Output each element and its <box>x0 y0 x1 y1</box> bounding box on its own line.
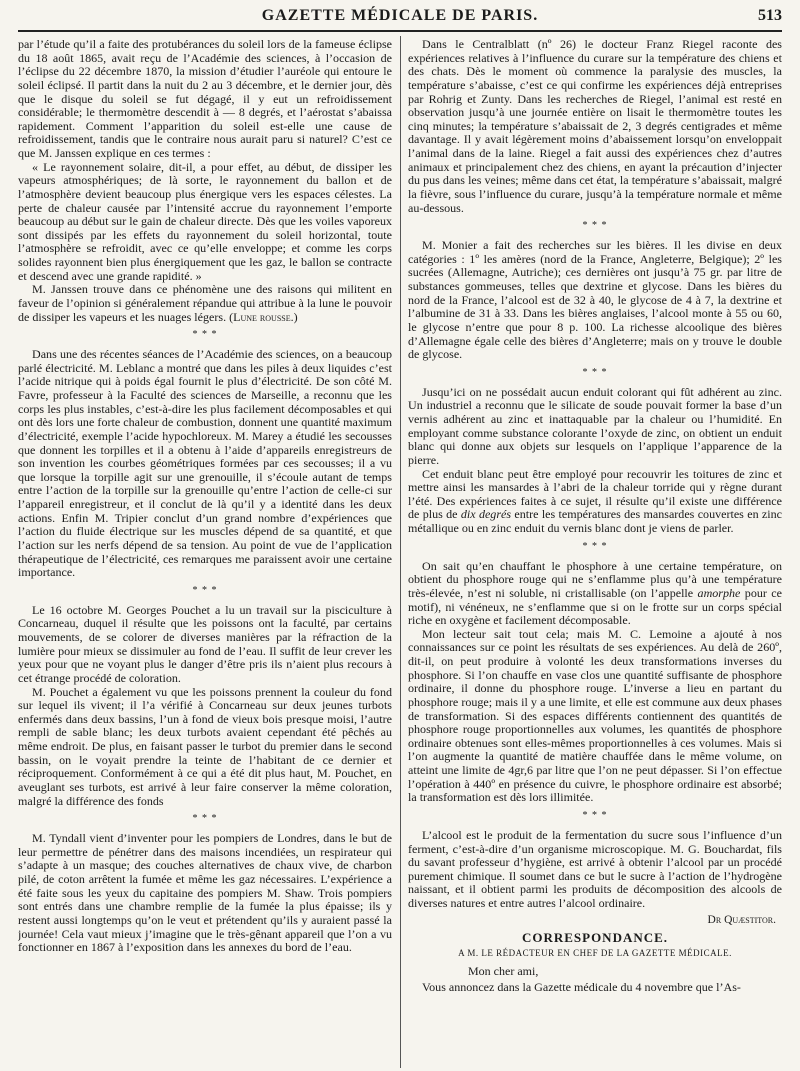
paragraph-bouchardat-alcohol: L’alcool est le produit de la fermentation du sucre sous l’influence d’un ferment, c’est-à-dire d’un organisme microscopique. M. G. Bouchardat, fils du savant professeur d’hygiène, est arrivé à obtenir l’alcool par un procédé purement chimique. Il soumet dans ce but le sucre à l’action de l’hydrogène naissant, et il obtient parmi les produits de décomposition des alcools de diverses natures et entre autres l’alcool ordinaire. <box>408 827 782 910</box>
paragraph-letter-opening: Vous annoncez dans la Gazette médicale du 4 novembre que l’As- <box>422 980 741 995</box>
text-run: On sait qu’en chauffant le phosphore à une certaine température, on obtient du phosphore rouge qui ne s’enflamme plus qu’à une température très-élevée, n’est ni soluble, ni cristallisable (on l’appelle <box>408 558 782 600</box>
text-run: Cet enduit blanc peut être employé pour recouvrir les toitures de zinc et mettre ainsi les mansardes à l’abri de la chaleur torride qui y règne durant l’été. Des expériences faites à ce sujet, il résulte qu’il existe une différence de plus de <box>408 466 782 522</box>
paragraph-lemoine: Mon lecteur sait tout cela; mais M. C. Lemoine a ajouté à nos connaissances sur ce point les résultats de ses expériences. Au delà de 260º, dit-il, on peut produire à volonté les deux transformations inverses du phosphore. Si l’on chauffe en vase clos une quantité suffisante de phosphore ordinaire, il donne du phosphore rouge. L’inverse a lieu en partant du phosphore rouge; mais il y a une limite, et elle est commune aux deux phases de transformation. Si des espaces différents contiennent des quantités de phosphore rouge proportionnelles aux volumes, les quantités de phosphore ordinaire obtenues sont elles-mêmes proportionnelles à ces volumes. Mais si l’on augmente la quantité de matière chauffée dans le même volume, on atteint une limite de 4gr,6 par litre que l’on ne peut dépasser. Si l’on effectue l’opération à 440º en présence du cuivre, le phosphore ordinaire est absorbé; la transformation est dès lors illimitée. <box>408 626 782 805</box>
section-separator: * * * <box>582 540 608 552</box>
paragraph-monier-beers: M. Monier a fait des recherches sur les bières. Il les divise en deux catégories : 1º les amères (nord de la France, Angleterre, Belgique); 2º les sucrées (Allemagne, Autriche); ces dernières ont jusqu’à 75 gr. par litre de substances gommeuses, telles que dextrine et glycose. Dans les bières du nord de la France, l’alcool est de 32 à 40, le glycose de 4 à 7, la dextrine et l’albumine de 31 à 33. Dans les bières anglaises, l’alcool monte à 55 ou 60, le glycose n’entre que pour 8 p. 100. La richesse alcoolique des bières d’Allemagne égale celle des bières d’Angleterre; mais on y trouve le double de glycose. <box>408 238 782 362</box>
text-run: entre les températures des mansardes couvertes en zinc métallique ou en zinc enduit du vernis blanc dont je viens de parler. <box>408 507 782 535</box>
paragraph-pouchet-fish: Le 16 octobre M. Georges Pouchet a lu un travail sur la pisciculture à Concarneau, duquel il résulte que les poissons ont la faculté, par certains mouvements, de se colorer de diverses manières par la réfraction de la lumière pour mieux se dissimuler au fond de l’eau. Il suffit de leur crever les yeux pour que ne voyant plus le danger d’être pris ils n’aient plus recours à cet étrange procédé de coloration. <box>18 602 392 685</box>
paragraph-electricity: Dans une des récentes séances de l’Académie des sciences, on a beaucoup parlé électricité. M. Leblanc a montré que dans les piles à deux liquides c’est l’acide nitrique qui à poids égal fournit le plus d’électricité. De son côté M. Favre, professeur à la Faculté des sciences de Marseille, a reconnu que les corps les plus instables, c’est-à-dire les plus facilement décomposables et qui ont dès lors une forte chaleur de combustion, donnent une quantité maximum d’électricité, exemple l’acide hypochloreux. M. Marey a étudié les secousses que donnent les torpilles et il a obtenu à l’aide d’appareils enregistreurs de son invention les courbes géométriques formées par ces secousses; il a vu que lorsque la torpille agit sur une grenouille, il s’écoule autant de temps entre l’action de la torpille sur la grenouille qu’entre l’action de celle-ci sur l’appareil enregistreur, et il conclut de là qu’il y a identité dans les deux actions. Enfin M. Tripier conclut d’un grand nombre d’expériences que l’action du fluide électrique sur les muscles dépend de sa quantité, et que l’action sur les nerfs dépend de sa tension. Au point de vue de l’application thérapeutique de l’électricité, ces remarques me paraissent avoir une certaine importance. <box>18 347 392 580</box>
section-separator: * * * <box>192 813 218 825</box>
italic-run: amorphe <box>697 585 741 600</box>
left-column <box>18 38 392 1068</box>
paragraph-pouchet-turbots: M. Pouchet a également vu que les poissons prennent la couleur du fond sur lequel ils vivent; il l’a vérifié à Concarneau sur deux jeunes turbots enfermés dans deux bassins, l’un à fond de vieux bois presque moisi, l’autre rempli de sable blanc; les deux turbots avaient cependant été pêchés au même endroit. De plus, en faisant passer le turbot du premier dans le second bassin, on le voyait prendre la teinte de l’habitant de ce dernier et réciproquement. Conformément à ce qui a été dit plus haut, M. Pouchet, en aveuglant ses turbots, est arrivé à leur faire conserver la même coloration, malgré la différence des fonds <box>18 684 392 808</box>
section-separator: * * * <box>192 584 218 596</box>
correspondence-heading: CORRESPONDANCE. <box>521 930 669 946</box>
paragraph-phosphorus <box>408 560 782 628</box>
page-number: 513 <box>758 7 782 24</box>
paragraph-janssen-eclipse: par l’étude qu’il a faite des protubérances du soleil lors de la fameuse éclipse du 18 août 1865, avait reçu de l’Académie des sciences, à l’occasion de l’éclipse du 22 décembre 1870, la mission d’étudier l’auréole qui entoure le soleil éclipsé. Il partit dans la nuit du 2 au 3 décembre, et le dernier jour, dès que le disque du soleil se fut dégagé, il y eut un refroidissement considérable; le thermomètre descendit à — 8 degrés, et l’aérostat s’abaissa rapidement. Comment l’apparition du soleil est-elle une cause de refroidissement, tandis que le contraire nous aurait paru si naturel? C’est ce que M. Janssen explique en ces termes : <box>18 38 392 160</box>
text-run: pour ce motif), ni vénéneux, ne s’enflamme que si on le frotte sur un corps spécial riche en oxygène et facilement décomposable. <box>408 585 782 628</box>
paragraph-janssen-moon <box>18 283 392 324</box>
paragraph-janssen-quote: « Le rayonnement solaire, dit-il, a pour effet, au début, de dissiper les vapeurs atmosphériques; de là sorte, le rayonnement du ballon et de l’atmosphère devient beaucoup plus énergique vers les espaces célestes. La perte de chaleur causée par l’intensité accrue du rayonnement l’emporte beaucoup au début sur le gain de chaleur directe. Dès que les voiles vaporeux sont dissipés par les effets du rayonnement du soleil horizontal, toute l’atmosphère se refroidit, avec ce qu’elle enveloppe; et comme les corps solides rayonnent bien plus énergiquement que les gaz, le ballon se contracte et descend avec une grande rapidité. » <box>18 159 392 283</box>
italic-run: dix degrés <box>460 507 512 522</box>
section-separator: * * * <box>192 329 218 341</box>
section-separator: * * * <box>582 366 608 378</box>
section-separator: * * * <box>582 220 608 232</box>
correspondence-addressee: A M. LE RÉDACTEUR EN CHEF DE LA GAZETTE MÉDICALE. <box>458 947 732 958</box>
paragraph-zinc-coating: Jusqu’ici on ne possédait aucun enduit colorant qui fût adhérent au zinc. Un industriel a reconnu que le silicate de soude pouvait former la base d’un vernis adhérent au zinc et inattaquable par la chaleur ou l’humidité. En employant comme substance colorante l’oxyde de zinc, on obtient un enduit blanc qui donne aux objets sur lesquels on l’applique l’apparence de la pierre. <box>408 384 782 467</box>
journal-title: GAZETTE MÉDICALE DE PARIS. <box>261 7 539 24</box>
section-separator: * * * <box>582 809 608 821</box>
letter-greeting: Mon cher ami, <box>468 963 539 978</box>
column-divider <box>400 36 401 1068</box>
page-header <box>18 4 782 32</box>
author-signature: Dr Quæstitor. <box>707 913 776 926</box>
paragraph-zinc-roofs <box>408 468 782 536</box>
paragraph-tyndall-respirator: M. Tyndall vient d’inventer pour les pompiers de Londres, dans le but de leur permettre de pénétrer dans des maisons incendiées, un respirateur qui s’adapte à un masque; des couches alternatives de chaux vive, de charbon pilé, de coton arrêtent la fumée et même les gaz nécessaires. L’expérience a été faite sous les yeux du capitaine des pompiers M. Shaw. Trois pompiers sont entrés dans une chambre remplie de la fumée la plus épaisse; ils y restent aussi longtemps qu’on le veut et prétendent qu’ils y auraient passé la journée! Cela vaut mieux j’imagine que le très-gênant appareil que l’on a vu fonctionner en 1867 à l’exposition dans les annexes du bord de l’eau. <box>18 831 392 955</box>
paragraph-riegel-curare: Dans le Centralblatt (nº 26) le docteur Franz Riegel raconte des expériences relatives à l’influence du curare sur la température des chiens et des chats. Dès le moment où commence la paralysie des muscles, la température s’abaisse, c’est ce qui confirme les expériences déjà entreprises par Rohrig et Zunty. Dans les recherches de Riegel, l’animal est resté en observation jusqu’à une journée entière on lisait le thermomètre toutes les cinq minutes; la température s’abaissait de 2, 3 degrés centigrades et même davantage. Il y avait légèrement moins d’abaissement lorsqu’on enveloppait l’animal dans de la laine. Riegel a fait aussi des expériences chez d’autres animaux et principalement chez des chiens, en ayant la précaution d’injecter du pus dans les veines; même dans cet état, la température s’abaissait, malgré la fièvre, sous l’influence du curare, jusqu’à la température normale et même au-dessous. <box>408 38 782 215</box>
source-citation: (Lune rousse.) <box>229 309 298 324</box>
paragraph-janssen-moon-text: M. Janssen trouve dans ce phénomène une des raisons qui militent en faveur de l’opinion si généralement répandue qui attribue à la lune le pouvoir de dissiper les vapeurs et les nuages légers. <box>18 282 392 324</box>
right-column <box>408 38 782 1068</box>
